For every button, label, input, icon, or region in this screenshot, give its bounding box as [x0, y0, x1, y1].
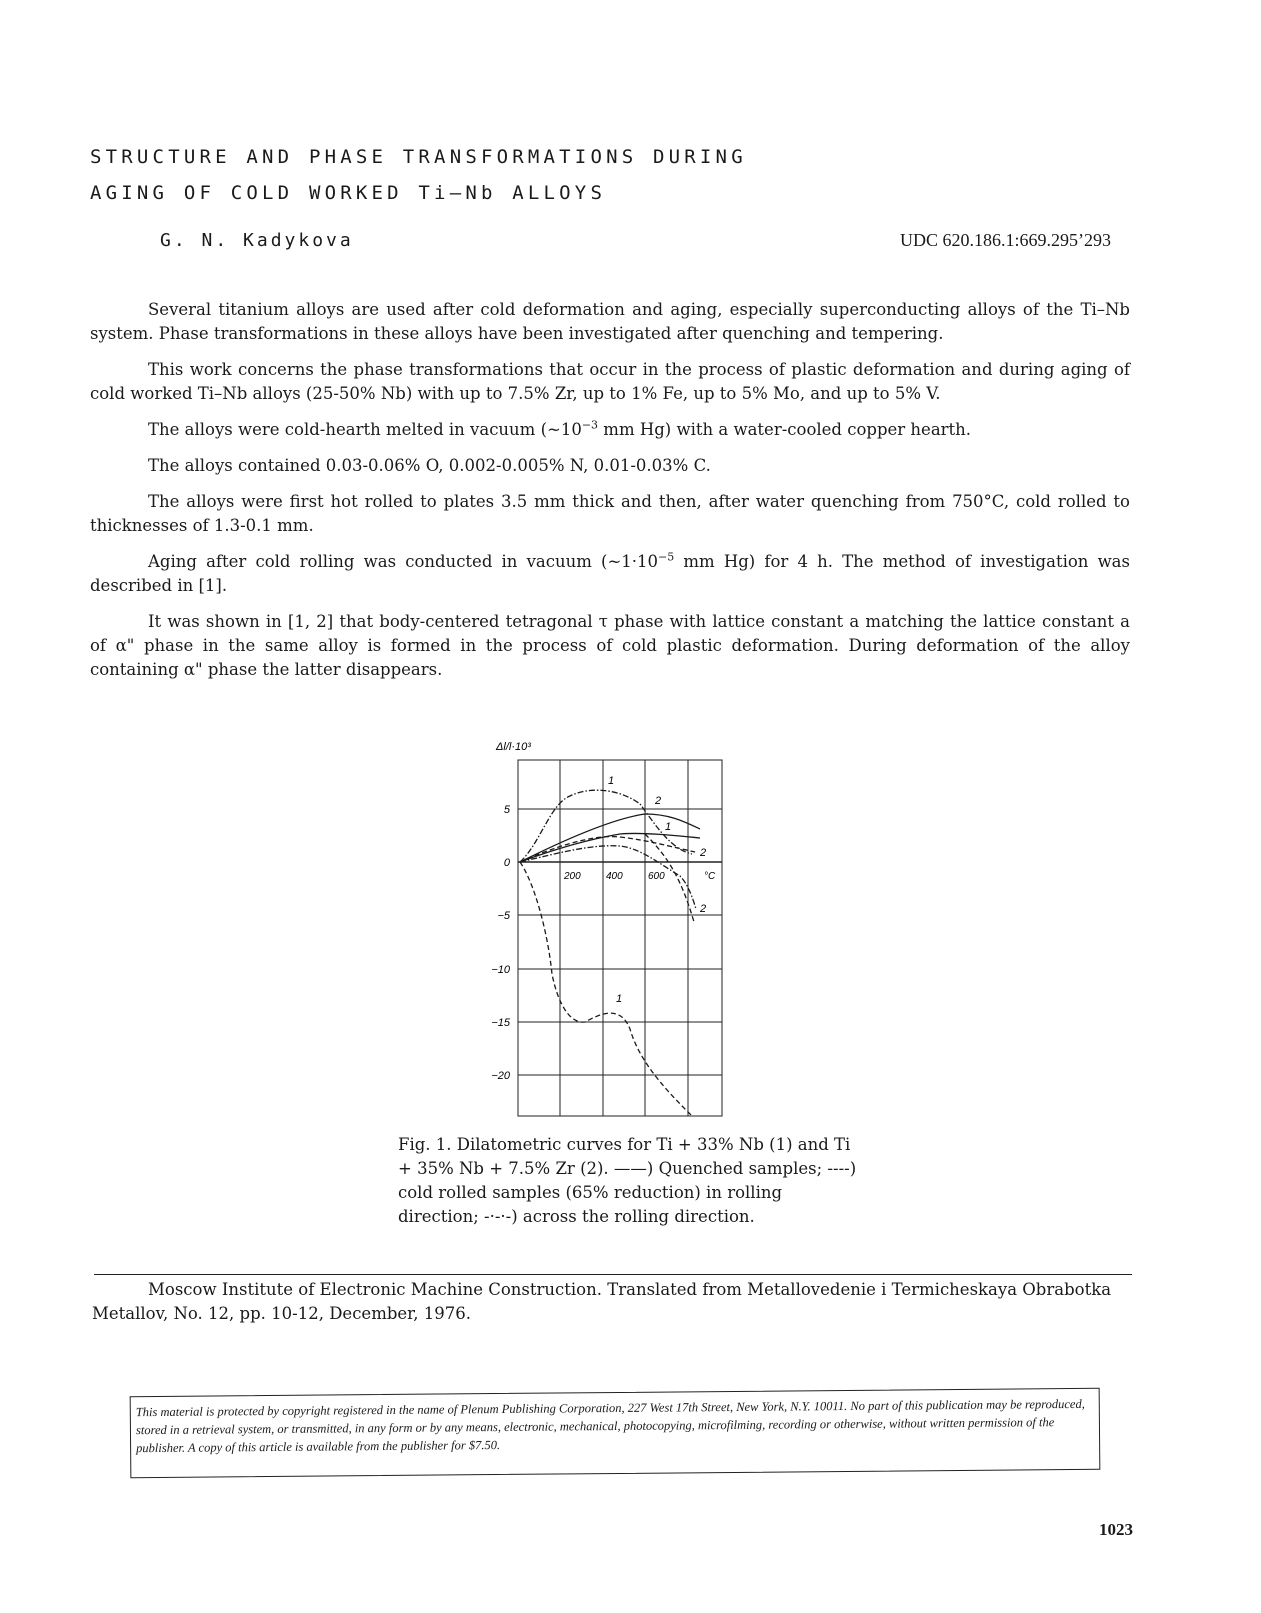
curve-label: 2	[655, 795, 662, 807]
page-number: 1023	[1099, 1520, 1133, 1539]
dilatometric-figure	[480, 734, 740, 1129]
xtick-unit: °C	[704, 871, 716, 882]
xtick-label: 400	[606, 871, 623, 882]
paragraph: The alloys were first hot rolled to plates 3.5 mm thick and then, after water quenching from 750°C, cold rolled to thicknesses of 1.3-0.1 mm.	[90, 492, 1130, 535]
body-text	[90, 298, 1130, 694]
xtick-label: 600	[648, 871, 665, 882]
ytick-label: −10	[491, 964, 510, 976]
curve-label: 2	[700, 903, 707, 915]
text-run: mm Hg) for 4 h. The method of investigation was described in [1].	[90, 552, 1130, 595]
text-run: Aging after cold rolling was conducted in vacuum (~1·10	[148, 552, 659, 571]
superscript: −5	[658, 550, 675, 564]
paragraph	[90, 418, 1130, 442]
udc-code: UDC 620.186.1:669.295’293	[900, 230, 1111, 250]
ytick-label: −5	[497, 910, 510, 922]
ytick-label: −15	[491, 1017, 510, 1029]
figure-caption: Fig. 1. Dilatometric curves for Ti + 33% Nb (1) and Ti + 35% Nb + 7.5% Zr (2). ——) Quenched samples; ----) cold rolled samples (65% reduction) in rolling direction; -·-·-) across the rolling direction.	[398, 1135, 857, 1226]
curve-quenched-1	[520, 833, 700, 862]
paragraph: This work concerns the phase transformations that occur in the process of plastic deformation and during aging of cold worked Ti–Nb alloys (25-50% Nb) with up to 7.5% Zr, up to 1% Fe, up to 5% Mo, and up to 5% V.	[90, 360, 1130, 403]
curve-label: 1	[665, 821, 672, 833]
paper-title-line-1: STRUCTURE AND PHASE TRANSFORMATIONS DURING	[90, 146, 747, 168]
curve-rolled-1	[520, 862, 692, 1116]
text-run: mm Hg) with a water-cooled copper hearth.	[598, 420, 972, 439]
paragraph	[90, 550, 1130, 598]
copyright-notice: This material is protected by copyright registered in the name of Plenum Publishing Corporation, 227 West 17th Street, New York, N.Y. 10011. No part of this publication may be reproduced, stored in a retrieval system, or transmitted, in any form or by any means, electronic, mechanical, photocopying, microfilming, recording or otherwise, without written permission of the publisher. A copy of this article is available from the publisher for $7.50.	[130, 1388, 1101, 1478]
footnote-rule	[94, 1274, 1132, 1275]
figure-ylabel: Δl/l·10³	[496, 741, 531, 753]
curve-label: 1	[616, 993, 623, 1005]
ytick-label: −20	[491, 1070, 510, 1082]
affiliation-footnote: Moscow Institute of Electronic Machine Construction. Translated from Metallovedenie i Termicheskaya Obrabotka Metallov, No. 12, pp. 10-12, December, 1976.	[92, 1280, 1112, 1323]
curve-label: 1	[608, 775, 615, 787]
figure-curves	[520, 790, 700, 1116]
ytick-label: 5	[503, 804, 510, 816]
paragraph: Several titanium alloys are used after cold deformation and aging, especially superconducting alloys of the Ti–Nb system. Phase transformations in these alloys have been investigated after quenching and tempering.	[90, 300, 1130, 343]
curve-label: 2	[700, 847, 707, 859]
figure-grid	[518, 760, 722, 1116]
author: G. N. Kadykova	[160, 230, 354, 251]
paragraph: The alloys contained 0.03-0.06% O, 0.002-0.005% N, 0.01-0.03% C.	[148, 456, 711, 475]
paper-title-line-2: AGING OF COLD WORKED Ti–Nb ALLOYS	[90, 182, 607, 204]
ytick-label: 0	[503, 857, 510, 869]
paragraph: It was shown in [1, 2] that body-centered tetragonal τ phase with lattice constant a matching the lattice constant a of α" phase in the same alloy is formed in the process of cold plastic deformation. During deformation of the alloy containing α" phase the latter disappears.	[90, 612, 1130, 679]
text-run: The alloys were cold-hearth melted in vacuum (~10	[148, 420, 582, 439]
superscript: −3	[581, 418, 599, 432]
xtick-label: 200	[564, 871, 581, 882]
